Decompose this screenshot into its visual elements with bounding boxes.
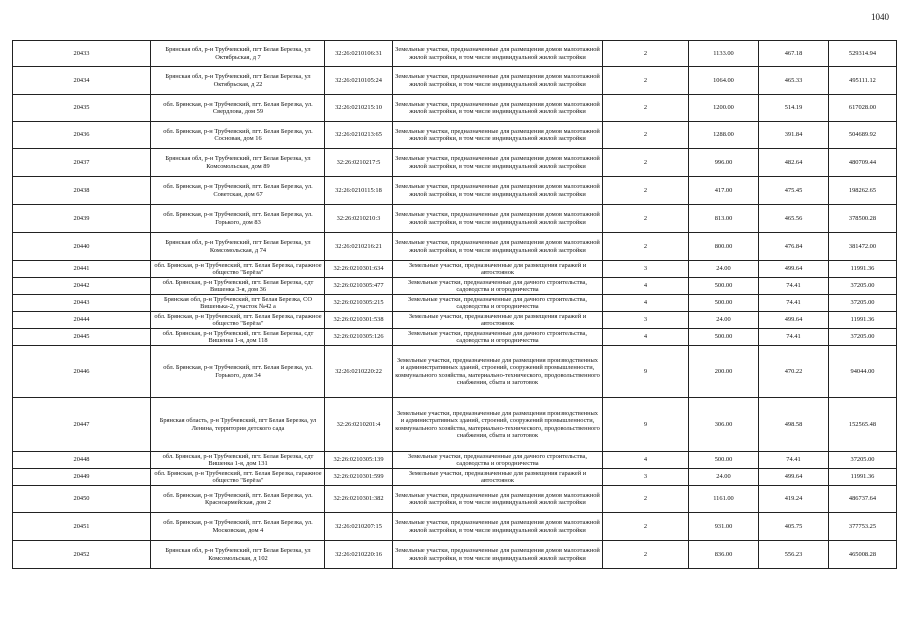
cell-group: 2 bbox=[603, 41, 689, 67]
cell-cadastral: 32:26:0210220:16 bbox=[325, 541, 393, 569]
cell-address: обл. Брянская, р-н Трубчевский, пгт. Белая Березка, ул. Свердлова, дом 59 bbox=[151, 95, 325, 122]
cell-id: 20445 bbox=[13, 329, 151, 346]
table-row bbox=[13, 452, 897, 469]
cell-area: 500.00 bbox=[689, 295, 759, 312]
table-row bbox=[13, 177, 897, 205]
cell-id: 20434 bbox=[13, 67, 151, 95]
cell-id: 20441 bbox=[13, 261, 151, 278]
cell-purpose: Земельные участки, предназначенные для размещения домов малоэтажной жилой застройки, в том числе индивидуальной жилой застройки bbox=[393, 233, 603, 261]
cell-address: Брянская область, р-н Трубчевский, пгт Белая Березка, ул Ленина, территория детского сада bbox=[151, 398, 325, 452]
cell-address: обл. Брянская, р-н Трубчевский, пгт. Белая Березка, сдт Вишенка 1-я, дом 118 bbox=[151, 329, 325, 346]
table-row bbox=[13, 329, 897, 346]
table-row bbox=[13, 295, 897, 312]
cell-address: обл. Брянская, р-н Трубчевский, пгт. Белая Березка, ул. Красноармейская, дом 2 bbox=[151, 486, 325, 513]
cell-rate: 419.24 bbox=[759, 486, 829, 513]
cell-cadastral: 32:26:0210301:538 bbox=[325, 312, 393, 329]
cell-group: 2 bbox=[603, 67, 689, 95]
cell-address: обл. Брянская, р-н Трубчевский, пгт. Белая Березка, гаражное общество "Берёза" bbox=[151, 469, 325, 486]
cell-group: 2 bbox=[603, 177, 689, 205]
page-number: 1040 bbox=[871, 12, 889, 22]
cell-purpose: Земельные участки, предназначенные для размещения домов малоэтажной жилой застройки, в том числе индивидуальной жилой застройки bbox=[393, 513, 603, 541]
cell-area: 1064.00 bbox=[689, 67, 759, 95]
cell-id: 20448 bbox=[13, 452, 151, 469]
cell-cadastral: 32:26:0210220:22 bbox=[325, 346, 393, 398]
cell-rate: 499.64 bbox=[759, 312, 829, 329]
cell-value: 37205.00 bbox=[829, 295, 897, 312]
cell-cadastral: 32:26:0210301:599 bbox=[325, 469, 393, 486]
cell-group: 2 bbox=[603, 149, 689, 177]
table-row bbox=[13, 95, 897, 122]
cell-area: 1133.00 bbox=[689, 41, 759, 67]
cell-group: 2 bbox=[603, 541, 689, 569]
cell-purpose: Земельные участки, предназначенные для дачного строительства, садоводства и огородничества bbox=[393, 329, 603, 346]
cell-id: 20443 bbox=[13, 295, 151, 312]
cell-address: Брянская обл, р-н Трубчевский, пгт Белая Березка, ул Октябрьская, д 7 bbox=[151, 41, 325, 67]
cell-address: Брянская обл, р-н Трубчевский, пгт Белая Березка, ул Комсомольская, д 74 bbox=[151, 233, 325, 261]
cell-group: 9 bbox=[603, 398, 689, 452]
cell-id: 20447 bbox=[13, 398, 151, 452]
cell-purpose: Земельные участки, предназначенные для размещения домов малоэтажной жилой застройки, в том числе индивидуальной жилой застройки bbox=[393, 95, 603, 122]
cell-cadastral: 32:26:0210305:139 bbox=[325, 452, 393, 469]
cell-group: 2 bbox=[603, 513, 689, 541]
cell-area: 800.00 bbox=[689, 233, 759, 261]
cell-purpose: Земельные участки, предназначенные для размещения домов малоэтажной жилой застройки, в том числе индивидуальной жилой застройки bbox=[393, 541, 603, 569]
cell-cadastral: 32:26:0210216:21 bbox=[325, 233, 393, 261]
cell-value: 504689.92 bbox=[829, 122, 897, 149]
cell-rate: 475.45 bbox=[759, 177, 829, 205]
table-row bbox=[13, 261, 897, 278]
cell-group: 3 bbox=[603, 469, 689, 486]
cell-cadastral: 32:26:0210105:24 bbox=[325, 67, 393, 95]
cell-id: 20452 bbox=[13, 541, 151, 569]
cell-area: 931.00 bbox=[689, 513, 759, 541]
cell-area: 500.00 bbox=[689, 329, 759, 346]
cell-value: 486737.64 bbox=[829, 486, 897, 513]
cell-id: 20438 bbox=[13, 177, 151, 205]
cell-rate: 74.41 bbox=[759, 329, 829, 346]
table-row bbox=[13, 205, 897, 233]
cell-purpose: Земельные участки, предназначенные для размещения домов малоэтажной жилой застройки, в том числе индивидуальной жилой застройки bbox=[393, 486, 603, 513]
cell-rate: 514.19 bbox=[759, 95, 829, 122]
cell-area: 417.00 bbox=[689, 177, 759, 205]
cell-area: 1200.00 bbox=[689, 95, 759, 122]
cell-id: 20436 bbox=[13, 122, 151, 149]
cell-group: 2 bbox=[603, 95, 689, 122]
cell-id: 20449 bbox=[13, 469, 151, 486]
cell-id: 20442 bbox=[13, 278, 151, 295]
cell-cadastral: 32:26:0210301:634 bbox=[325, 261, 393, 278]
table-row bbox=[13, 541, 897, 569]
cell-group: 4 bbox=[603, 452, 689, 469]
cell-cadastral: 32:26:0210201:4 bbox=[325, 398, 393, 452]
cell-purpose: Земельные участки, предназначенные для размещения производственных и административных зданий, строений, сооружений промышленности, коммунального хозяйства, материально-технического, продовольственного снабжения, сбыта и заготовок bbox=[393, 346, 603, 398]
cell-purpose: Земельные участки, предназначенные для дачного строительства, садоводства и огородничества bbox=[393, 452, 603, 469]
cell-address: обл. Брянская, р-н Трубчевский, пгт. Белая Березка, гаражное общество "Берёза" bbox=[151, 312, 325, 329]
cell-value: 198262.65 bbox=[829, 177, 897, 205]
cell-rate: 405.75 bbox=[759, 513, 829, 541]
cell-cadastral: 32:26:0210217:5 bbox=[325, 149, 393, 177]
cell-area: 24.00 bbox=[689, 469, 759, 486]
cell-value: 529314.94 bbox=[829, 41, 897, 67]
cell-rate: 74.41 bbox=[759, 452, 829, 469]
cell-cadastral: 32:26:0210305:126 bbox=[325, 329, 393, 346]
cell-rate: 470.22 bbox=[759, 346, 829, 398]
cell-group: 2 bbox=[603, 233, 689, 261]
table-row bbox=[13, 122, 897, 149]
cell-area: 24.00 bbox=[689, 312, 759, 329]
cell-area: 996.00 bbox=[689, 149, 759, 177]
cell-area: 200.00 bbox=[689, 346, 759, 398]
cell-address: обл. Брянская, р-н Трубчевский, пгт. Белая Березка, ул. Горького, дом 83 bbox=[151, 205, 325, 233]
cell-purpose: Земельные участки, предназначенные для дачного строительства, садоводства и огородничества bbox=[393, 295, 603, 312]
table-row bbox=[13, 398, 897, 452]
cell-address: Брянская обл, р-н Трубчевский, пгт Белая Березка, ул Октябрьская, д 22 bbox=[151, 67, 325, 95]
cell-id: 20444 bbox=[13, 312, 151, 329]
cell-purpose: Земельные участки, предназначенные для размещения домов малоэтажной жилой застройки, в том числе индивидуальной жилой застройки bbox=[393, 149, 603, 177]
cell-group: 3 bbox=[603, 261, 689, 278]
cell-value: 152565.48 bbox=[829, 398, 897, 452]
cell-cadastral: 32:26:0210301:382 bbox=[325, 486, 393, 513]
cell-group: 9 bbox=[603, 346, 689, 398]
cell-rate: 465.56 bbox=[759, 205, 829, 233]
cell-purpose: Земельные участки, предназначенные для размещения производственных и административных зданий, строений, сооружений промышленности, коммунального хозяйства, материально-технического, продовольственного снабжения, сбыта и заготовок bbox=[393, 398, 603, 452]
cell-id: 20439 bbox=[13, 205, 151, 233]
cell-value: 94044.00 bbox=[829, 346, 897, 398]
cell-id: 20446 bbox=[13, 346, 151, 398]
cell-value: 465008.28 bbox=[829, 541, 897, 569]
cell-group: 4 bbox=[603, 278, 689, 295]
cell-address: обл. Брянская, р-н Трубчевский, пгт. Белая Березка, сдт Вишенка 1-я, дом 131 bbox=[151, 452, 325, 469]
cell-area: 1161.00 bbox=[689, 486, 759, 513]
cell-purpose: Земельные участки, предназначенные для размещения гаражей и автостоянок bbox=[393, 312, 603, 329]
cell-id: 20435 bbox=[13, 95, 151, 122]
cell-area: 813.00 bbox=[689, 205, 759, 233]
cell-address: Брянская обл, р-н Трубчевский, пгт Белая Березка, ул Комсомольская, д 102 bbox=[151, 541, 325, 569]
cell-rate: 499.64 bbox=[759, 261, 829, 278]
cell-address: обл. Брянская, р-н Трубчевский, пгт. Белая Березка, ул. Московская, дом 4 bbox=[151, 513, 325, 541]
cell-rate: 391.84 bbox=[759, 122, 829, 149]
cell-address: Брянская обл, р-н Трубчевский, пгт Белая Березка, СО Вишенька-2, участок №42 а bbox=[151, 295, 325, 312]
cell-address: обл. Брянская, р-н Трубчевский, пгт. Белая Березка, гаражное общество "Берёза" bbox=[151, 261, 325, 278]
cell-value: 11991.36 bbox=[829, 469, 897, 486]
cell-area: 500.00 bbox=[689, 452, 759, 469]
table-row bbox=[13, 67, 897, 95]
cell-cadastral: 32:26:0210213:65 bbox=[325, 122, 393, 149]
cell-group: 4 bbox=[603, 295, 689, 312]
cell-value: 11991.36 bbox=[829, 261, 897, 278]
cell-rate: 74.41 bbox=[759, 295, 829, 312]
cell-group: 2 bbox=[603, 205, 689, 233]
cell-value: 480709.44 bbox=[829, 149, 897, 177]
cell-purpose: Земельные участки, предназначенные для размещения домов малоэтажной жилой застройки, в том числе индивидуальной жилой застройки bbox=[393, 177, 603, 205]
table-row bbox=[13, 312, 897, 329]
cell-value: 11991.36 bbox=[829, 312, 897, 329]
cell-address: Брянская обл, р-н Трубчевский, пгт Белая Березка, ул Комсомольская, дом 89 bbox=[151, 149, 325, 177]
table-row bbox=[13, 346, 897, 398]
cell-value: 381472.00 bbox=[829, 233, 897, 261]
cell-group: 2 bbox=[603, 122, 689, 149]
cell-value: 495111.12 bbox=[829, 67, 897, 95]
cell-id: 20437 bbox=[13, 149, 151, 177]
cell-rate: 74.41 bbox=[759, 278, 829, 295]
table-row bbox=[13, 469, 897, 486]
cell-address: обл. Брянская, р-н Трубчевский, пгт. Белая Березка, ул. Сосновая, дом 16 bbox=[151, 122, 325, 149]
cell-purpose: Земельные участки, предназначенные для размещения домов малоэтажной жилой застройки, в том числе индивидуальной жилой застройки bbox=[393, 67, 603, 95]
land-parcels-table bbox=[12, 40, 897, 569]
cell-rate: 498.58 bbox=[759, 398, 829, 452]
cell-group: 3 bbox=[603, 312, 689, 329]
cell-address: обл. Брянская, р-н Трубчевский, пгт. Белая Березка, ул. Советская, дом 67 bbox=[151, 177, 325, 205]
cell-rate: 482.64 bbox=[759, 149, 829, 177]
cell-purpose: Земельные участки, предназначенные для размещения домов малоэтажной жилой застройки, в том числе индивидуальной жилой застройки bbox=[393, 41, 603, 67]
cell-rate: 465.33 bbox=[759, 67, 829, 95]
cell-value: 377753.25 bbox=[829, 513, 897, 541]
cell-id: 20450 bbox=[13, 486, 151, 513]
table-row bbox=[13, 233, 897, 261]
cell-value: 37205.00 bbox=[829, 452, 897, 469]
cell-purpose: Земельные участки, предназначенные для размещения гаражей и автостоянок bbox=[393, 261, 603, 278]
cell-id: 20440 bbox=[13, 233, 151, 261]
cell-area: 306.00 bbox=[689, 398, 759, 452]
cell-cadastral: 32:26:0210106:31 bbox=[325, 41, 393, 67]
cell-value: 617028.00 bbox=[829, 95, 897, 122]
cell-purpose: Земельные участки, предназначенные для дачного строительства, садоводства и огородничества bbox=[393, 278, 603, 295]
table-row bbox=[13, 486, 897, 513]
cell-id: 20433 bbox=[13, 41, 151, 67]
cell-rate: 476.84 bbox=[759, 233, 829, 261]
cell-cadastral: 32:26:0210210:3 bbox=[325, 205, 393, 233]
cell-address: обл. Брянская, р-н Трубчевский, пгт. Белая Березка, ул. Горького, дом 34 bbox=[151, 346, 325, 398]
cell-value: 37205.00 bbox=[829, 278, 897, 295]
table-body bbox=[13, 41, 897, 569]
cell-rate: 467.18 bbox=[759, 41, 829, 67]
cell-value: 37205.00 bbox=[829, 329, 897, 346]
cell-id: 20451 bbox=[13, 513, 151, 541]
cell-area: 1288.00 bbox=[689, 122, 759, 149]
table-row bbox=[13, 149, 897, 177]
cell-address: обл. Брянская, р-н Трубчевский, пгт. Белая Березка, сдт Вишенка 3-я, дом 36 bbox=[151, 278, 325, 295]
table-row bbox=[13, 41, 897, 67]
table-row bbox=[13, 278, 897, 295]
cell-purpose: Земельные участки, предназначенные для размещения гаражей и автостоянок bbox=[393, 469, 603, 486]
cell-area: 24.00 bbox=[689, 261, 759, 278]
cell-value: 378500.28 bbox=[829, 205, 897, 233]
cell-cadastral: 32:26:0210215:10 bbox=[325, 95, 393, 122]
cell-purpose: Земельные участки, предназначенные для размещения домов малоэтажной жилой застройки, в том числе индивидуальной жилой застройки bbox=[393, 122, 603, 149]
cell-cadastral: 32:26:0210305:215 bbox=[325, 295, 393, 312]
cell-group: 2 bbox=[603, 486, 689, 513]
cell-rate: 499.64 bbox=[759, 469, 829, 486]
cell-group: 4 bbox=[603, 329, 689, 346]
cell-area: 836.00 bbox=[689, 541, 759, 569]
cell-purpose: Земельные участки, предназначенные для размещения домов малоэтажной жилой застройки, в том числе индивидуальной жилой застройки bbox=[393, 205, 603, 233]
cell-cadastral: 32:26:0210305:477 bbox=[325, 278, 393, 295]
cell-area: 500.00 bbox=[689, 278, 759, 295]
cell-rate: 556.23 bbox=[759, 541, 829, 569]
cell-cadastral: 32:26:0210207:15 bbox=[325, 513, 393, 541]
cell-cadastral: 32:26:0210115:18 bbox=[325, 177, 393, 205]
table-row bbox=[13, 513, 897, 541]
